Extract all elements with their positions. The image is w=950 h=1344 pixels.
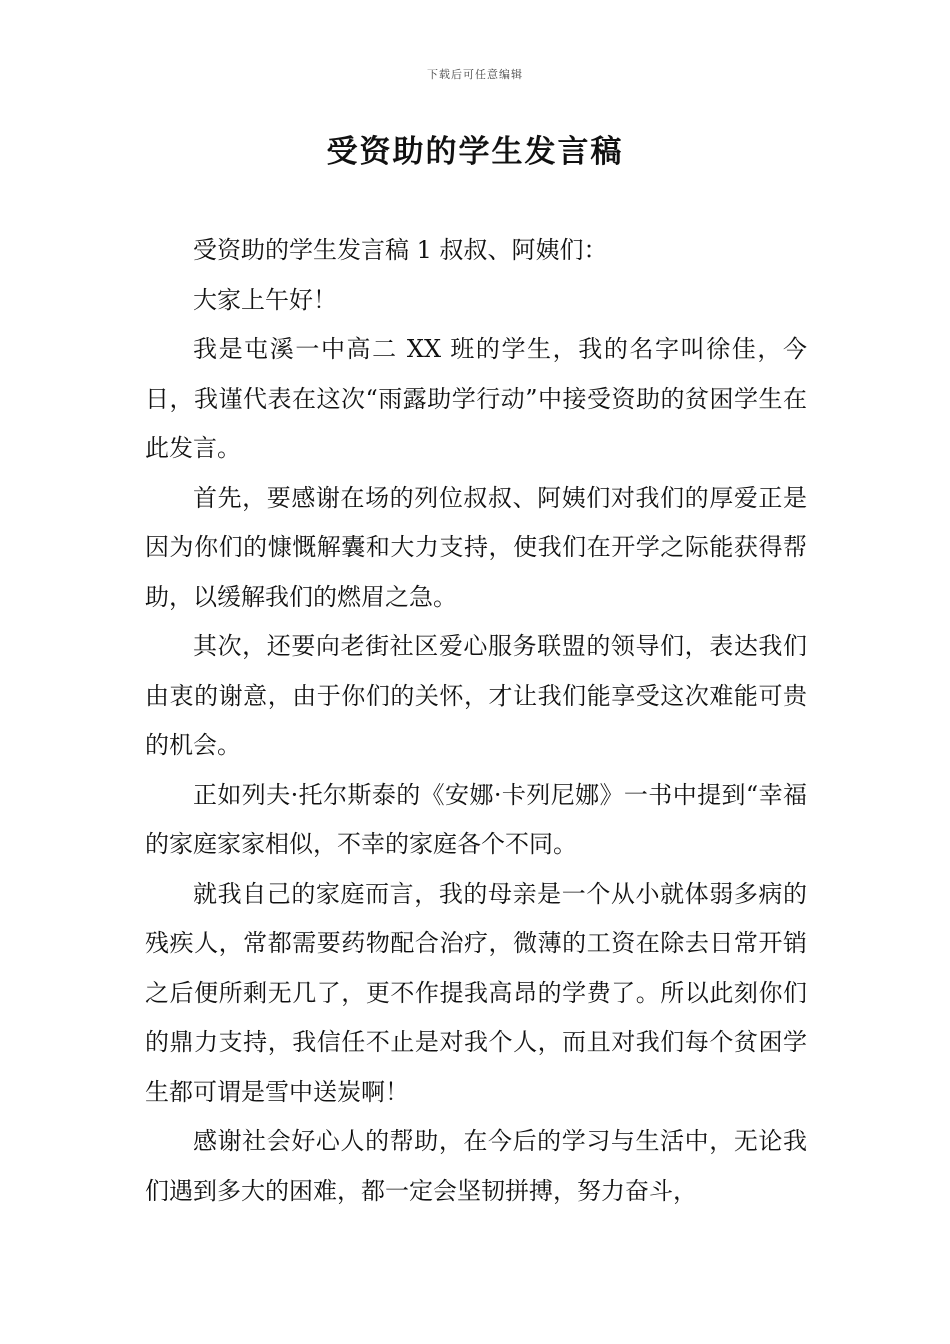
paragraph-second-thanks: 其次，还要向老街社区爱心服务联盟的领导们，表达我们由衷的谢意，由于你们的关怀，才让我们能享受这次难能可贵的机会。 [145,632,807,759]
paragraph-family: 就我自己的家庭而言，我的母亲是一个从小就体弱多病的残疾人，常都需要药物配合治疗，微薄的工资在除去日常开销之后便所剩无几了，更不作提我高昂的学费了。所以此刻你们的鼎力支持，我信任不止是对我个人，而且对我们每个贫困学生都可谓是雪中送炭啊！ [145,879,807,1106]
document-body [145,226,807,1216]
paragraph-quote: 正如列夫·托尔斯泰的《安娜·卡列尼娜》一书中提到“幸福的家庭家家相似，不幸的家庭各个不同。 [145,780,807,858]
paragraph-salutation: 大家上午好！ [193,285,337,314]
paragraph-greeting: 受资助的学生发言稿 1 叔叔、阿姨们： [193,236,608,264]
paragraph-first-thanks: 首先，要感谢在场的列位叔叔、阿姨们对我们的厚爱正是因为你们的慷慨解囊和大力支持，使我们在开学之际能获得帮助，以缓解我们的燃眉之急。 [145,483,807,611]
paragraph-introduction: 我是屯溪一中高二 XX 班的学生，我的名字叫徐佳，今日，我谨代表在这次“雨露助学行动”中接受资助的贫困学生在此发言。 [145,335,807,462]
document-title: 受资助的学生发言稿 [326,134,624,170]
header-note: 下载后可任意编辑 [427,68,523,81]
paragraph-promise: 感谢社会好心人的帮助，在今后的学习与生活中，无论我们遇到多大的困难，都一定会坚韧拼搏，努力奋斗， [145,1127,807,1205]
